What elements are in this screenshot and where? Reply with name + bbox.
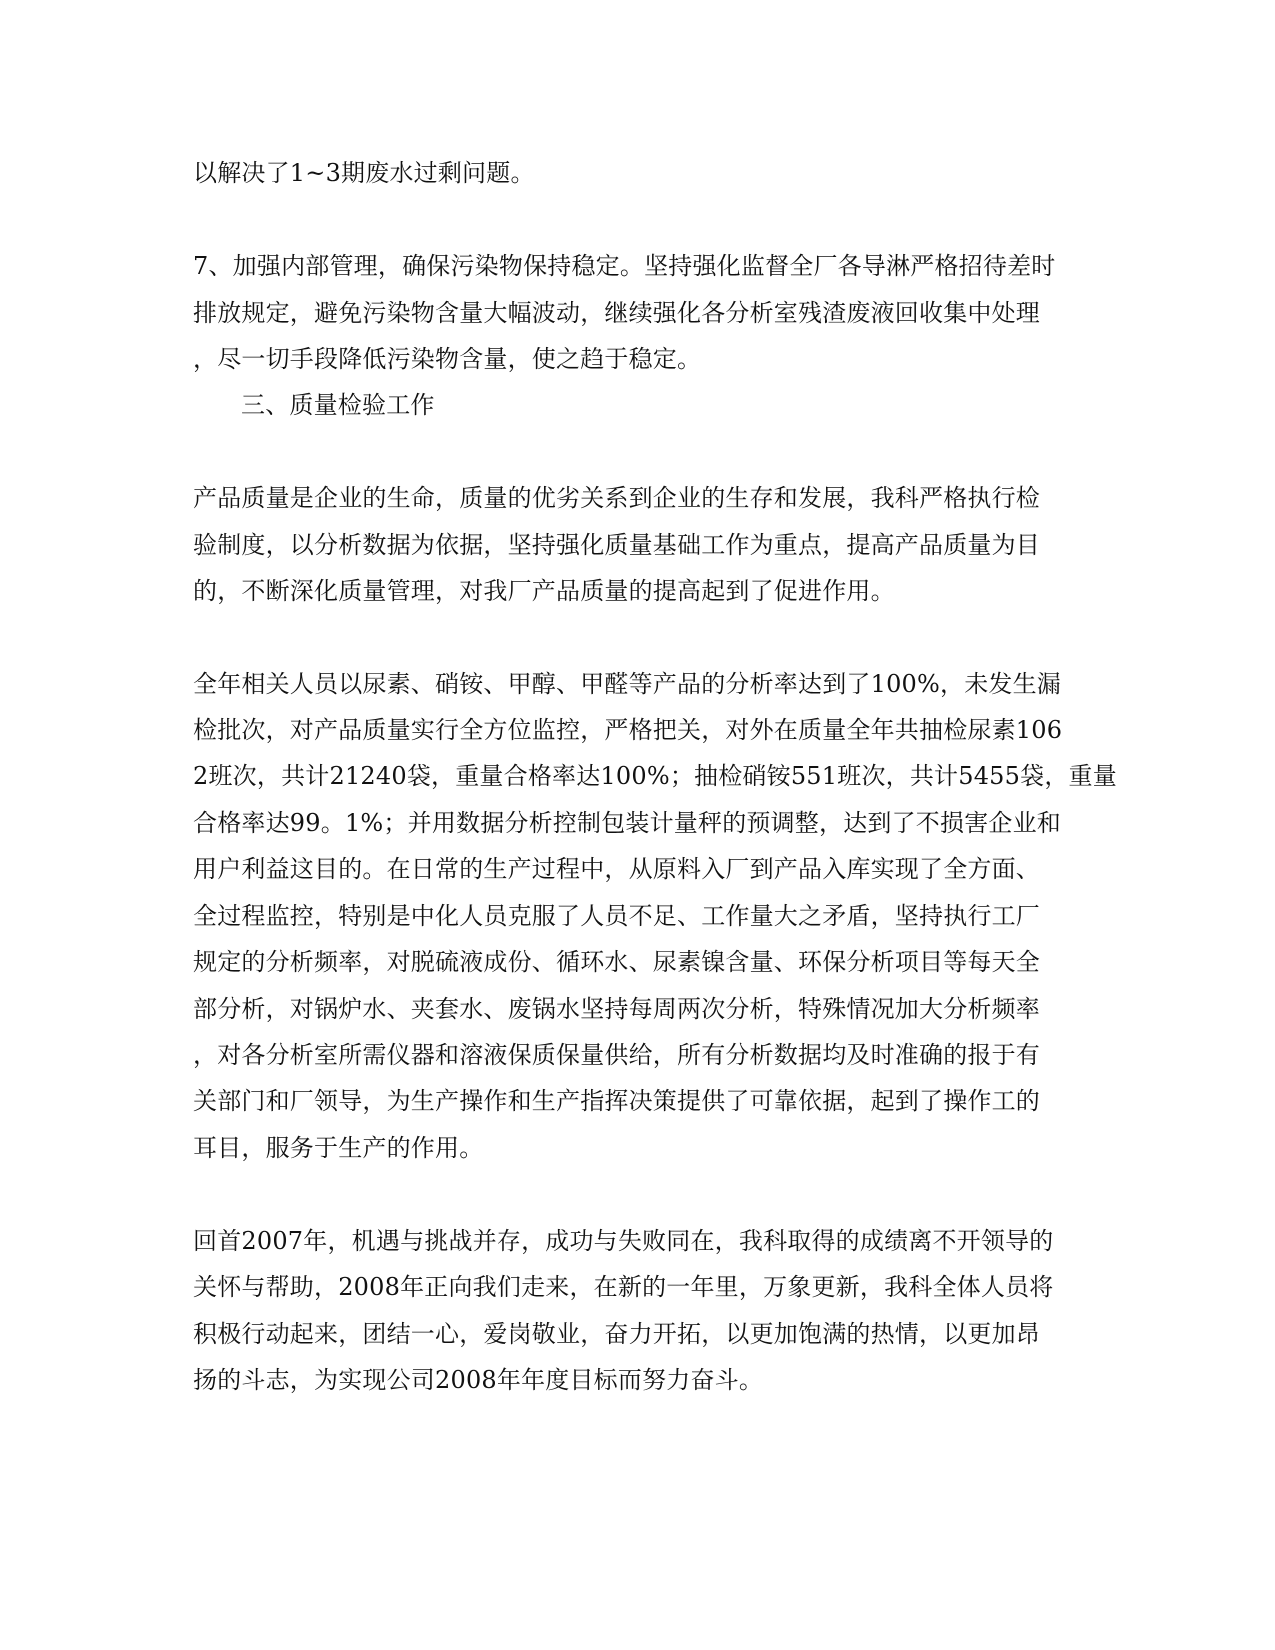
paragraph-line: 排放规定，避免污染物含量大幅波动，继续强化各分析室残渣废液回收集中处理 xyxy=(193,299,1040,327)
paragraph-line: 全过程监控，特别是中化人员克服了人员不足、工作量大之矛盾，坚持执行工厂 xyxy=(193,902,1040,930)
paragraph-line: 合格率达99。1%；并用数据分析控制包装计量秤的预调整，达到了不损害企业和 xyxy=(193,809,1062,837)
paragraph-line: 验制度，以分析数据为依据，坚持强化质量基础工作为重点，提高产品质量为目 xyxy=(193,531,1040,559)
paragraph-line: 规定的分析频率，对脱硫液成份、循环水、尿素镍含量、环保分析项目等每天全 xyxy=(193,948,1040,976)
paragraph-line: 耳目，服务于生产的作用。 xyxy=(193,1134,484,1162)
paragraph-line: 的，不断深化质量管理，对我厂产品质量的提高起到了促进作用。 xyxy=(193,577,895,605)
paragraph-line: 扬的斗志，为实现公司2008年年度目标而努力奋斗。 xyxy=(193,1366,764,1394)
paragraph-line: 回首2007年，机遇与挑战并存，成功与失败同在，我科取得的成绩离不开领导的 xyxy=(193,1227,1054,1255)
paragraph-line: 产品质量是企业的生命，质量的优劣关系到企业的生存和发展，我科严格执行检 xyxy=(193,484,1040,512)
paragraph-line: ，尽一切手段降低污染物含量，使之趋于稳定。 xyxy=(193,345,702,373)
paragraph-line: 用户利益这目的。在日常的生产过程中，从原料入厂到产品入库实现了全方面、 xyxy=(193,855,1040,883)
paragraph-line: 全年相关人员以尿素、硝铵、甲醇、甲醛等产品的分析率达到了100%，未发生漏 xyxy=(193,670,1062,698)
paragraph-line: 7、加强内部管理，确保污染物保持稳定。坚持强化监督全厂各导淋严格招待差时 xyxy=(193,252,1056,280)
paragraph-line: 积极行动起来，团结一心，爱岗敬业，奋力开拓，以更加饱满的热情，以更加昂 xyxy=(193,1320,1040,1348)
paragraph-line: 关怀与帮助，2008年正向我们走来，在新的一年里，万象更新，我科全体人员将 xyxy=(193,1273,1054,1301)
paragraph-line: 部分析，对锅炉水、夹套水、废锅水坚持每周两次分析，特殊情况加大分析频率 xyxy=(193,995,1040,1023)
section-heading: 三、质量检验工作 xyxy=(241,391,435,419)
paragraph-line: 2班次，共计21240袋，重量合格率达100%；抽检硝铵551班次，共计5455袋，重量 xyxy=(193,762,1117,790)
paragraph-line: ，对各分析室所需仪器和溶液保质保量供给，所有分析数据均及时准确的报于有 xyxy=(193,1041,1040,1069)
paragraph-line: 以解决了1~3期废水过剩问题。 xyxy=(193,159,535,187)
paragraph-line: 关部门和厂领导，为生产操作和生产指挥决策提供了可靠依据，起到了操作工的 xyxy=(193,1087,1040,1115)
paragraph-line: 检批次，对产品质量实行全方位监控，严格把关，对外在质量全年共抽检尿素106 xyxy=(193,716,1063,744)
